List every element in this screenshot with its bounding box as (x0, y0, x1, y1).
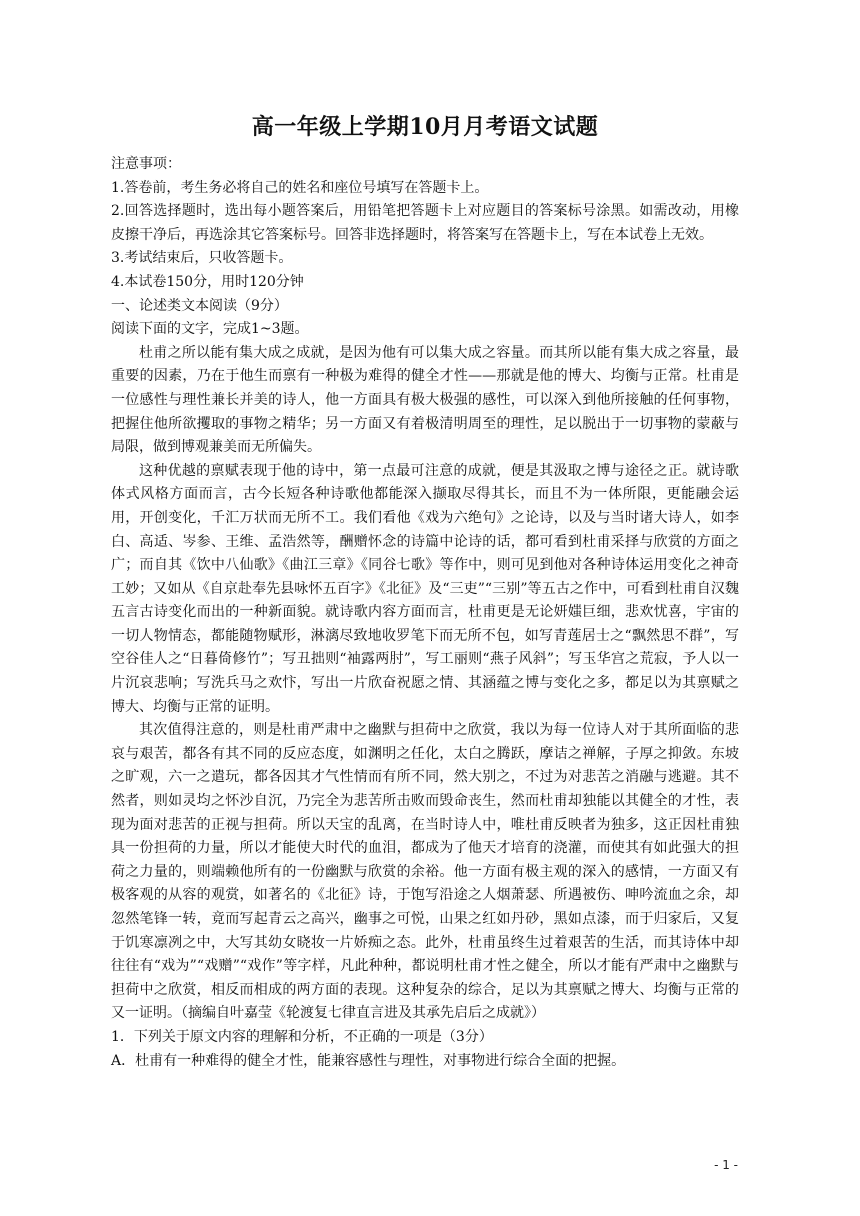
notice-heading: 注意事项： (111, 156, 181, 172)
passage-paragraph-1: 杜甫之所以能有集大成之成就，是因为他有可以集大成之容量。而其所以能有集大成之容量，最重要的因素，乃在于他生而禀有一种极为难得的健全才性——那就是他的博大、均衡与正常。杜甫是一位感性与理性兼长并美的诗人，他一方面具有极大极强的感性，可以深入到他所接触的任何事物，把握住他所欲攫取的事物之精华；另一方面又有着极清明周至的理性，足以脱出于一切事物的蒙蔽与局限，做到博观兼美而无所偏失。 (111, 344, 739, 456)
passage-paragraph-2: 这种优越的禀赋表现于他的诗中，第一点最可注意的成就，便是其汲取之博与途径之正。就诗歌体式风格方面而言，古今长短各种诗歌他都能深入撷取尽得其长，而且不为一体所限，更能融会运用，开创变化，千汇万状而无所不工。我们看他《戏为六绝句》之论诗，以及与当时诸大诗人，如李白、高适、岑参、王维、孟浩然等，酬赠怀念的诗篇中论诗的话，都可看到杜甫采择与欣赏的方面之广；而自其《饮中八仙歌》《曲江三章》《同谷七歌》等作中，则可见到他对各种诗体运用变化之神奇工妙；又如从《自京赴奉先县咏怀五百字》《北征》及“三吏”“三别”等五古之作中，可看到杜甫自汉魏五言古诗变化而出的一种新面貌。就诗歌内容方面而言，杜甫更是无论妍媸巨细，悲欢忧喜，宇宙的一切人物情态，都能随物赋形，淋漓尽致地收罗笔下而无所不包，如写青莲居士之“飘然思不群”，写空谷佳人之“日暮倚修竹”；写丑拙则“袖露两肘”，写工丽则“燕子风斜”；写玉华宫之荒寂，予人以一片沉哀悲响；写洗兵马之欢忭，写出一片欣奋祝愿之情、其涵蕴之博与变化之多，都足以为其禀赋之博大、均衡与正常的证明。 (111, 462, 739, 715)
exam-title: 高一年级上学期10月月考语文试题 (251, 114, 599, 140)
notice-item-2: 2.回答选择题时，选出每小题答案后，用铅笔把答题卡上对应题目的答案标号涂黑。如需改动，用橡皮擦干净后，再选涂其它答案标号。回答非选择题时，将答案写在答题卡上，写在本试卷上无效。 (111, 203, 739, 243)
question-1-stem: 1．下列关于原文内容的理解和分析，不正确的一项是（3分） (111, 1028, 493, 1045)
notice-item-3: 3.考试结束后，只收答题卡。 (111, 250, 293, 267)
notice-item-1: 1.答卷前，考生务必将自己的姓名和座位号填写在答题卡上。 (111, 179, 489, 196)
document-page (111, 111, 739, 1073)
notice-item-4: 4.本试卷150分，用时120分钟 (111, 273, 304, 290)
section-heading: 一、论述类文本阅读（9分） (111, 297, 288, 314)
section-instruction: 阅读下面的文字，完成1~3题。 (111, 321, 309, 338)
question-1-option-a: A．杜甫有一种难得的健全才性，能兼容感性与理性，对事物进行综合全面的把握。 (111, 1052, 626, 1069)
page-number: - 1 - (714, 1158, 738, 1172)
passage-paragraph-3: 其次值得注意的，则是杜甫严肃中之幽默与担荷中之欣赏，我以为每一位诗人对于其所面临的悲哀与艰苦，都各有其不同的反应态度，如渊明之任化，太白之腾跃，摩诘之禅解，子厚之抑敛。东坡之旷观，六一之遣玩，都各因其才气性情而有所不同，然大别之，不过为对悲苦之消融与逃避。其不然者，则如灵均之怀沙自沉，乃完全为悲苦所击败而毁命丧生，然而杜甫却独能以其健全的才性，表现为面对悲苦的正视与担荷。所以天宝的乱离，在当时诗人中，唯杜甫反映者为独多，这正因杜甫独具一份担荷的力量，所以才能使大时代的血泪，都成为了他天才培育的浇灌，而使其有如此强大的担荷之力量的，则端赖他所有的一份幽默与欣赏的余裕。他一方面有极主观的深入的感情，一方面又有极客观的从容的观赏，如著名的《北征》诗，于饱写沿途之人烟萧瑟、所遇被伤、呻吟流血之余，却忽然笔锋一转，竟而写起青云之高兴，幽事之可悦，山果之红如丹砂，黑如点漆，而于归家后，又复于饥寒凛冽之中，大写其幼女晓妆一片娇痴之态。此外，杜甫虽终生过着艰苦的生活，而其诗体中却往往有“戏为”“戏赠”“戏作”等字样，凡此种种，都说明杜甫才性之健全，所以才能有严肃中之幽默与担荷中之欣赏，相反而相成的两方面的表现。这种复杂的综合，足以为其禀赋之博大、均衡与正常的又一证明。（摘编自叶嘉莹《轮渡复七律直言进及其承先启后之成就》） (111, 722, 739, 1022)
